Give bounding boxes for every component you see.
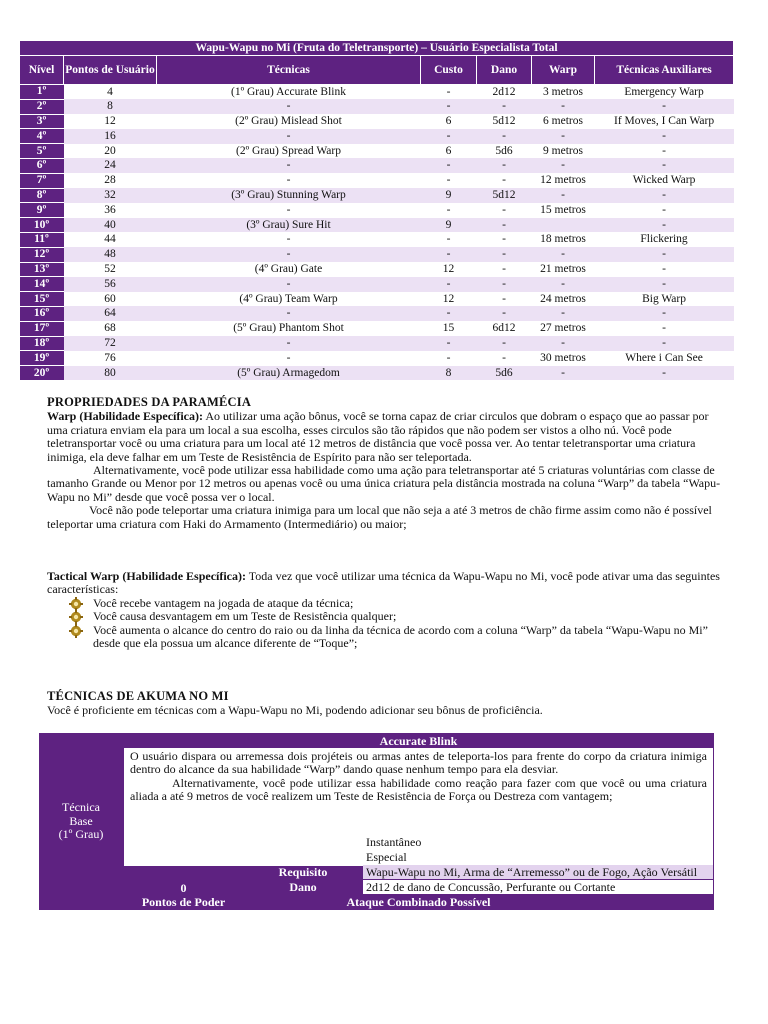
cell-aux: - xyxy=(595,129,734,144)
properties-section xyxy=(47,396,725,531)
cell-custo: 6 xyxy=(421,114,477,129)
techniques-section xyxy=(47,690,725,718)
cell-warp: 30 metros xyxy=(532,351,595,366)
cell-custo: - xyxy=(421,203,477,218)
warp-label: Warp (Habilidade Específica): xyxy=(47,409,203,424)
properties-heading: PROPRIEDADES DA PARAMÉCIA xyxy=(47,395,252,409)
prop-label-requisito: Requisito xyxy=(278,865,328,879)
cell-custo: - xyxy=(421,351,477,366)
cell-custo: - xyxy=(421,85,477,100)
cell-nivel: 9º xyxy=(20,203,64,218)
cell-dano: - xyxy=(477,292,532,307)
cell-aux: If Moves, I Can Warp xyxy=(595,114,734,129)
cell-pontos: 28 xyxy=(64,173,157,188)
category-line-2: Base xyxy=(69,813,93,828)
gear-icon xyxy=(69,624,83,638)
cell-tecnica: (4º Grau) Gate xyxy=(157,262,421,277)
cell-warp: 9 metros xyxy=(532,144,595,159)
tactical-bullet-list xyxy=(69,597,725,651)
table-row xyxy=(20,144,734,159)
cell-aux: Flickering xyxy=(595,232,734,247)
tactical-paragraph xyxy=(47,570,725,597)
cell-pontos: 8 xyxy=(64,99,157,114)
cell-custo: - xyxy=(421,247,477,262)
techniques-heading: TÉCNICAS DE AKUMA NO MI xyxy=(47,689,229,703)
cell-pontos: 48 xyxy=(64,247,157,262)
cell-nivel: 6º xyxy=(20,158,64,173)
cell-custo: - xyxy=(421,306,477,321)
cell-warp: 21 metros xyxy=(532,262,595,277)
cell-custo: - xyxy=(421,158,477,173)
cell-pontos: 40 xyxy=(64,218,157,233)
cell-dano: - xyxy=(477,173,532,188)
cell-aux: Emergency Warp xyxy=(595,85,734,100)
cell-warp xyxy=(532,218,595,233)
cell-aux: - xyxy=(595,203,734,218)
cell-pontos: 76 xyxy=(64,351,157,366)
cell-dano: - xyxy=(477,232,532,247)
cell-custo: - xyxy=(421,232,477,247)
cell-custo: 12 xyxy=(421,292,477,307)
tactical-text: Toda vez que você utilizar uma técnica da Wapu-Wapu no Mi, você pode ativar uma das seguintes características: xyxy=(47,569,720,597)
cell-warp: 3 metros xyxy=(532,85,595,100)
bullet-text: Você causa desvantagem em um Teste de Resistência qualquer; xyxy=(93,609,397,624)
header-pontos: Pontos de Usuário xyxy=(64,56,157,85)
technique-card xyxy=(39,733,714,910)
cell-tecnica: (3º Grau) Stunning Warp xyxy=(157,188,421,203)
cell-aux: - xyxy=(595,247,734,262)
cell-warp: - xyxy=(532,99,595,114)
cell-warp: - xyxy=(532,366,595,381)
cell-dano: - xyxy=(477,203,532,218)
cell-nivel: 16º xyxy=(20,306,64,321)
cell-tecnica: (5º Grau) Phantom Shot xyxy=(157,321,421,336)
cell-dano: 5d12 xyxy=(477,114,532,129)
cell-warp: - xyxy=(532,247,595,262)
table-row xyxy=(20,158,734,173)
cell-tecnica: (4º Grau) Team Warp xyxy=(157,292,421,307)
table-row xyxy=(20,306,734,321)
cell-aux: - xyxy=(595,262,734,277)
cell-pontos: 12 xyxy=(64,114,157,129)
table-row xyxy=(20,173,734,188)
cell-custo: - xyxy=(421,336,477,351)
table-row xyxy=(20,85,734,100)
cell-pontos: 68 xyxy=(64,321,157,336)
cell-aux: Big Warp xyxy=(595,292,734,307)
cell-warp: 12 metros xyxy=(532,173,595,188)
cell-dano: - xyxy=(477,351,532,366)
table-row xyxy=(20,247,734,262)
warp-limit-paragraph: Você não pode teleportar uma criatura inimiga para um local que não seja a até 3 metros de chão firme assim como não é possível teleportar uma criatura com Haki do Armamento (Intermediário) ou maior; xyxy=(47,503,712,531)
cell-warp: 18 metros xyxy=(532,232,595,247)
cell-nivel: 17º xyxy=(20,321,64,336)
cell-custo: 8 xyxy=(421,366,477,381)
list-item xyxy=(69,610,725,623)
cell-nivel: 13º xyxy=(20,262,64,277)
cell-pontos: 36 xyxy=(64,203,157,218)
cell-aux: - xyxy=(595,158,734,173)
cell-tecnica: - xyxy=(157,99,421,114)
table-row xyxy=(20,129,734,144)
cell-custo: 9 xyxy=(421,218,477,233)
header-tecnicas: Técnicas xyxy=(157,56,421,85)
cell-aux: Wicked Warp xyxy=(595,173,734,188)
cell-nivel: 15º xyxy=(20,292,64,307)
cell-custo: 15 xyxy=(421,321,477,336)
cell-nivel: 1º xyxy=(20,85,64,100)
header-dano: Dano xyxy=(477,56,532,85)
cell-dano: - xyxy=(477,247,532,262)
wapu-wapu-table xyxy=(19,40,734,381)
cell-warp: - xyxy=(532,306,595,321)
tactical-section xyxy=(47,570,725,650)
cell-pontos: 52 xyxy=(64,262,157,277)
cell-pontos: 56 xyxy=(64,277,157,292)
cell-nivel: 19º xyxy=(20,351,64,366)
cell-tecnica: - xyxy=(157,247,421,262)
cell-nivel: 2º xyxy=(20,99,64,114)
cell-dano: - xyxy=(477,262,532,277)
cell-aux: - xyxy=(595,218,734,233)
cell-custo: - xyxy=(421,277,477,292)
cell-nivel: 4º xyxy=(20,129,64,144)
cell-tecnica: (5º Grau) Armagedom xyxy=(157,366,421,381)
prop-label-dano: Dano xyxy=(289,880,317,894)
cell-tecnica: - xyxy=(157,173,421,188)
description-paragraph-2: Alternativamente, você pode utilizar essa habilidade como reação para fazer com que você ou uma criatura aliada a até 9 metros de você realizem um Teste de Resistência de Força ou Destreza com vantagem; xyxy=(130,775,707,804)
cell-dano: 2d12 xyxy=(477,85,532,100)
cell-pontos: 16 xyxy=(64,129,157,144)
prop-label-duracao: Duração xyxy=(281,835,325,849)
header-warp: Warp xyxy=(532,56,595,85)
table-row xyxy=(20,203,734,218)
cell-nivel: 10º xyxy=(20,218,64,233)
cell-dano: - xyxy=(477,306,532,321)
cell-warp: - xyxy=(532,277,595,292)
cell-dano: 6d12 xyxy=(477,321,532,336)
cell-aux: - xyxy=(595,144,734,159)
warp-alt-paragraph: Alternativamente, você pode utilizar essa habilidade como uma ação para teletransportar até 5 criaturas voluntárias com classe de tamanho Grande ou Menor por 12 metros ou apenas você ou uma única criatura pela distância mostrada na coluna “Warp” da tabela “Wapu-Wapu no Mi” desde que você possa ver o local. xyxy=(47,463,721,504)
techniques-intro: Você é proficiente em técnicas com a Wapu-Wapu no Mi, podendo adicionar seu bônus de proficiência. xyxy=(47,703,543,718)
gear-icon xyxy=(69,597,83,611)
cell-nivel: 18º xyxy=(20,336,64,351)
cell-tecnica: - xyxy=(157,306,421,321)
prop-value-duracao: Instantâneo xyxy=(363,835,713,849)
cell-pontos: 44 xyxy=(64,232,157,247)
technique-footer: Ataque Combinado Possível xyxy=(346,895,491,909)
header-custo: Custo xyxy=(421,56,477,85)
cell-aux: - xyxy=(595,188,734,203)
warp-text: Ao utilizar uma ação bônus, você se torna capaz de criar circulos que dobram o espaço que ao passar por uma criatura enviam ela para um local a sua escolha, esses circulos são tão rápidos que não podem ser vistos a olho nú. Você pode teletransportar você ou uma criatura para um local até 12 metros de distância que você possa ver. Ao tentar teletransportar uma criatura inimiga, ela deve falhar em um Teste de Resistência de Espírito para não ser teleportada. xyxy=(47,409,709,464)
bullet-text: Você recebe vantagem na jogada de ataque da técnica; xyxy=(93,595,354,610)
category-line-1: Técnica xyxy=(62,800,100,815)
table-title: Wapu-Wapu no Mi (Fruta do Teletransporte) – Usuário Especialista Total xyxy=(20,41,734,56)
table-row xyxy=(20,292,734,307)
cell-tecnica: - xyxy=(157,129,421,144)
cell-custo: - xyxy=(421,129,477,144)
header-nivel: Nível xyxy=(20,56,64,85)
cell-nivel: 20º xyxy=(20,366,64,381)
prop-value-requisito: Wapu-Wapu no Mi, Arma de “Arremesso” ou de Fogo, Ação Versátil xyxy=(363,865,713,879)
cell-aux: - xyxy=(595,277,734,292)
tactical-label: Tactical Warp (Habilidade Específica): xyxy=(47,569,247,583)
cell-aux: - xyxy=(595,366,734,381)
table-row xyxy=(20,351,734,366)
cell-warp: - xyxy=(532,336,595,351)
cost-value: 0 xyxy=(180,881,187,895)
cell-tecnica: - xyxy=(157,203,421,218)
cell-dano: - xyxy=(477,277,532,292)
cell-pontos: 20 xyxy=(64,144,157,159)
cell-custo: - xyxy=(421,173,477,188)
cell-nivel: 12º xyxy=(20,247,64,262)
cell-nivel: 3º xyxy=(20,114,64,129)
cell-tecnica: - xyxy=(157,232,421,247)
cell-pontos: 64 xyxy=(64,306,157,321)
cell-aux: - xyxy=(595,99,734,114)
table-row xyxy=(20,99,734,114)
table-row xyxy=(20,277,734,292)
cell-pontos: 60 xyxy=(64,292,157,307)
cell-nivel: 8º xyxy=(20,188,64,203)
cell-tecnica: (2º Grau) Mislead Shot xyxy=(157,114,421,129)
list-item xyxy=(69,597,725,610)
cell-pontos: 32 xyxy=(64,188,157,203)
cell-dano: - xyxy=(477,99,532,114)
prop-value-dano: 2d12 de dano de Concussão, Perfurante ou Cortante xyxy=(363,880,713,894)
cell-custo: 6 xyxy=(421,144,477,159)
cell-nivel: 14º xyxy=(20,277,64,292)
cell-warp: 6 metros xyxy=(532,114,595,129)
header-tecnicas-auxiliares: Técnicas Auxiliares xyxy=(595,56,734,85)
cell-pontos: 24 xyxy=(64,158,157,173)
table-row xyxy=(20,366,734,381)
bullet-text: Você aumenta o alcance do centro do raio ou da linha da técnica de acordo com a coluna “Warp” da tabela “Wapu-Wapu no Mi” desde que ela possua um alcance diferente de “Toque”; xyxy=(93,622,708,651)
cell-pontos: 72 xyxy=(64,336,157,351)
cell-custo: - xyxy=(421,99,477,114)
cell-tecnica: - xyxy=(157,158,421,173)
table-row xyxy=(20,232,734,247)
cell-dano: 5d6 xyxy=(477,144,532,159)
cell-tecnica: (3º Grau) Sure Hit xyxy=(157,218,421,233)
gear-icon xyxy=(69,610,83,624)
cell-aux: - xyxy=(595,306,734,321)
table-row xyxy=(20,114,734,129)
cell-aux: - xyxy=(595,336,734,351)
cell-warp: - xyxy=(532,188,595,203)
table-row xyxy=(20,336,734,351)
table-row xyxy=(20,188,734,203)
cell-tecnica: (2º Grau) Spread Warp xyxy=(157,144,421,159)
table-row xyxy=(20,321,734,336)
list-item xyxy=(69,624,725,651)
cell-custo: 12 xyxy=(421,262,477,277)
prop-value-alcance: Especial xyxy=(363,850,713,864)
cell-dano: 5d6 xyxy=(477,366,532,381)
cell-pontos: 4 xyxy=(64,85,157,100)
table-row xyxy=(20,262,734,277)
warp-paragraph xyxy=(47,410,725,464)
cell-dano: - xyxy=(477,336,532,351)
cell-nivel: 5º xyxy=(20,144,64,159)
prop-label-alcance: Alcance xyxy=(282,850,324,864)
cell-warp: - xyxy=(532,129,595,144)
cell-tecnica: (1º Grau) Accurate Blink xyxy=(157,85,421,100)
cell-pontos: 80 xyxy=(64,366,157,381)
cell-warp: - xyxy=(532,158,595,173)
cell-dano: - xyxy=(477,218,532,233)
cell-warp: 15 metros xyxy=(532,203,595,218)
cell-nivel: 11º xyxy=(20,232,64,247)
cell-dano: - xyxy=(477,158,532,173)
cell-warp: 27 metros xyxy=(532,321,595,336)
cost-label: Pontos de Poder xyxy=(141,895,226,909)
cell-nivel: 7º xyxy=(20,173,64,188)
cell-warp: 24 metros xyxy=(532,292,595,307)
cell-dano: - xyxy=(477,129,532,144)
technique-category xyxy=(39,733,123,910)
description-paragraph-1: O usuário dispara ou arremessa dois projéteis ou armas antes de teleporta-los para frente do corpo da criatura inimiga dentro do alcance da sua habilidade “Warp” dando quase nenhum tempo para ela desviar. xyxy=(130,749,707,777)
cell-tecnica: - xyxy=(157,351,421,366)
cell-tecnica: - xyxy=(157,336,421,351)
technique-name: Accurate Blink xyxy=(379,734,458,748)
cell-tecnica: - xyxy=(157,277,421,292)
category-line-3: (1º Grau) xyxy=(58,827,104,842)
table-row xyxy=(20,218,734,233)
cell-dano: 5d12 xyxy=(477,188,532,203)
cell-aux: - xyxy=(595,321,734,336)
cell-aux: Where i Can See xyxy=(595,351,734,366)
cell-custo: 9 xyxy=(421,188,477,203)
